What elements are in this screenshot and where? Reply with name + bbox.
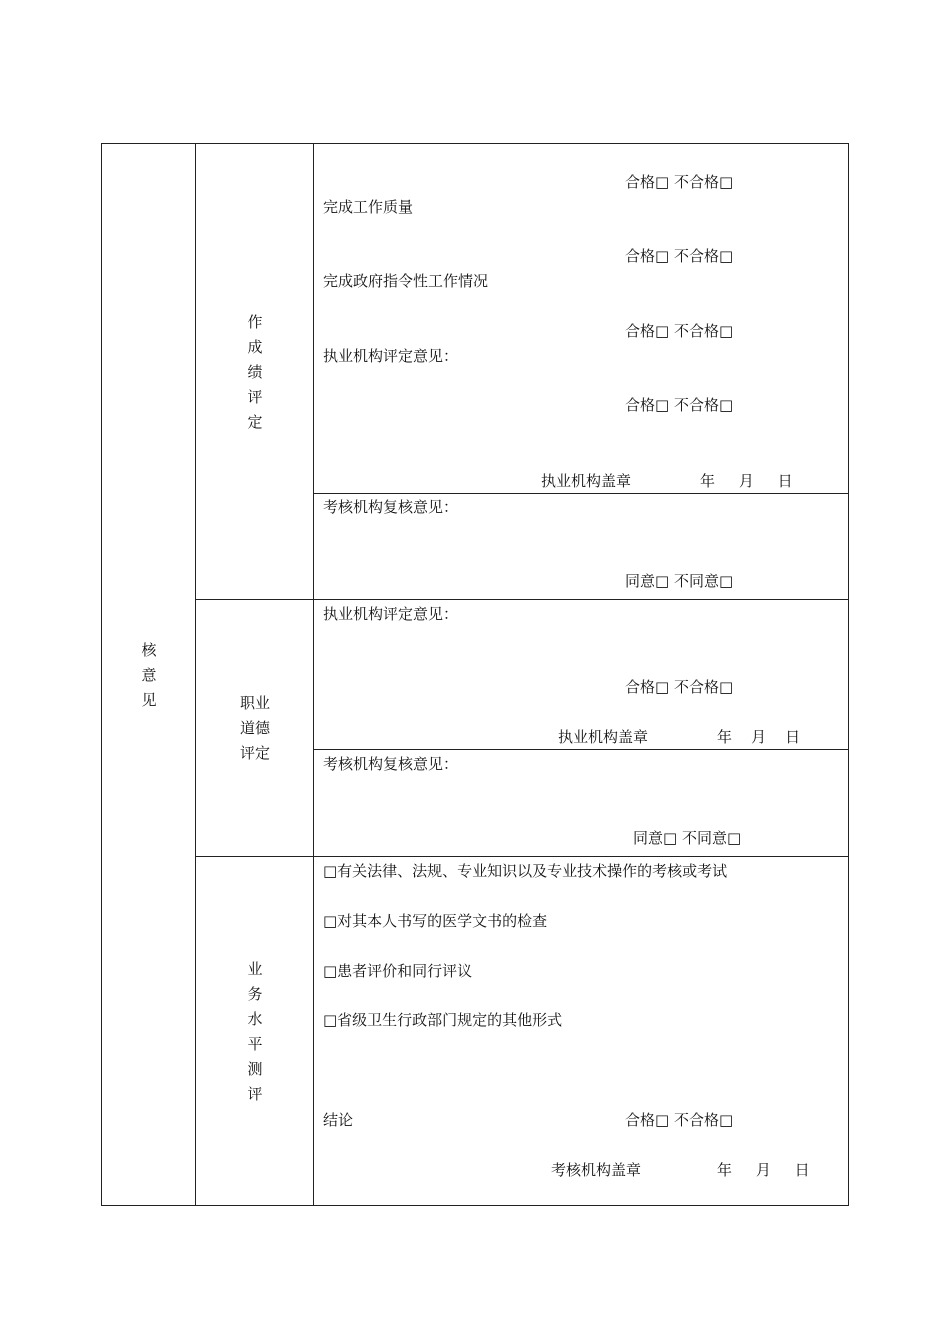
s2-opinion-title: 执业机构评定意见： bbox=[323, 605, 459, 623]
s3-option-peer-review[interactable]: □患者评价和同行评议 bbox=[323, 962, 473, 980]
s3-conclusion-check[interactable]: 合格□ 不合格□ bbox=[625, 1111, 734, 1129]
row-divider-s2 bbox=[195, 856, 848, 857]
s3-option-documents[interactable]: □对其本人书写的医学文书的检查 bbox=[323, 912, 548, 930]
s1-review-title: 考核机构复核意见： bbox=[323, 498, 459, 516]
s2-seal: 执业机构盖章 bbox=[558, 728, 649, 746]
section2-label: 职业 道德 评定 bbox=[239, 694, 270, 762]
s1-date: 年 月 日 bbox=[700, 472, 793, 490]
s3-option-other[interactable]: □省级卫生行政部门规定的其他形式 bbox=[323, 1011, 563, 1029]
s1-item-quality: 完成工作质量 bbox=[323, 198, 414, 216]
column-divider-2 bbox=[313, 144, 314, 1205]
row-divider-s1 bbox=[195, 599, 848, 600]
s2-check[interactable]: 合格□ 不合格□ bbox=[625, 678, 734, 696]
s1-check-4[interactable]: 合格□ 不合格□ bbox=[625, 396, 734, 414]
s1-item-opinion: 执业机构评定意见： bbox=[323, 347, 459, 365]
s2-review-check[interactable]: 同意□ 不同意□ bbox=[633, 829, 742, 847]
s1-seal: 执业机构盖章 bbox=[541, 472, 632, 490]
s2-date: 年 月 日 bbox=[717, 728, 801, 746]
column-divider-1 bbox=[195, 144, 196, 1205]
s3-date: 年 月 日 bbox=[717, 1161, 810, 1179]
s1-item-government: 完成政府指令性工作情况 bbox=[323, 272, 489, 290]
row-divider-s1-review bbox=[313, 493, 848, 494]
s1-check-2[interactable]: 合格□ 不合格□ bbox=[625, 247, 734, 265]
s3-seal: 考核机构盖章 bbox=[551, 1161, 642, 1179]
section3-label: 业 务 水 平 测 评 bbox=[247, 960, 263, 1103]
section1-label: 作 成 绩 评 定 bbox=[247, 313, 263, 431]
row-divider-s2-review bbox=[313, 749, 848, 750]
s3-option-exam[interactable]: □有关法律、法规、专业知识以及专业技术操作的考核或考试 bbox=[323, 862, 728, 880]
outer-label: 核 意 见 bbox=[141, 641, 157, 709]
s3-conclusion-label: 结论 bbox=[323, 1111, 354, 1129]
s1-review-check[interactable]: 同意□ 不同意□ bbox=[625, 572, 734, 590]
s2-review-title: 考核机构复核意见： bbox=[323, 755, 459, 773]
s1-check-3[interactable]: 合格□ 不合格□ bbox=[625, 322, 734, 340]
s1-check-1[interactable]: 合格□ 不合格□ bbox=[625, 173, 734, 191]
assessment-form bbox=[101, 143, 849, 1206]
